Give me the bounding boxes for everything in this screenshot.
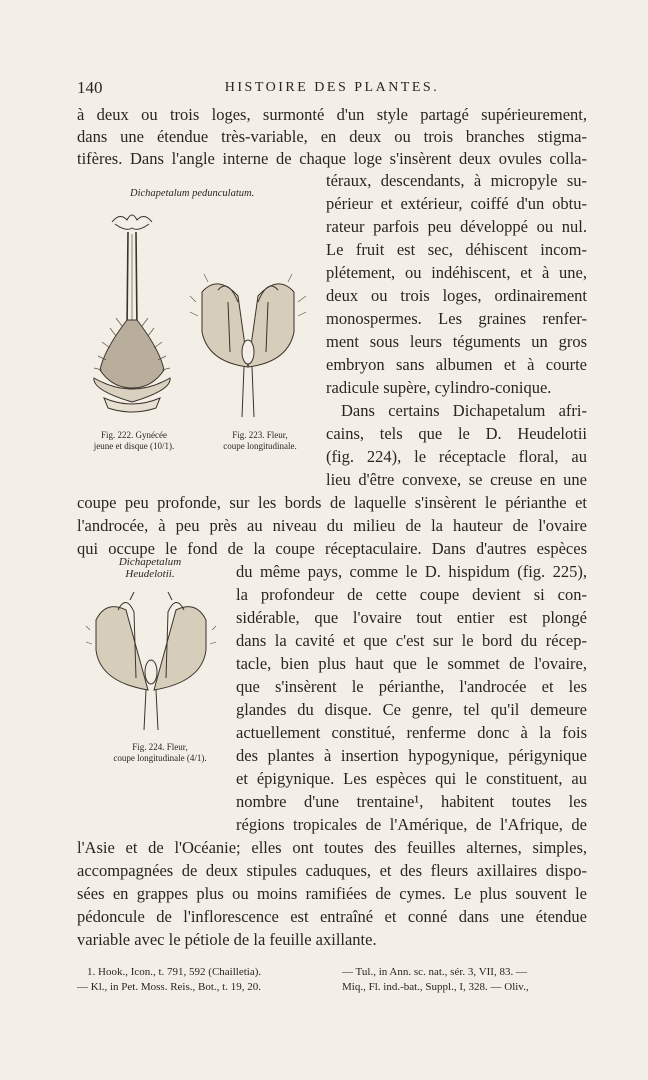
footnote-right-line1: — Tul., in Ann. sc. nat., sér. 3, VII, 83. —: [342, 966, 527, 978]
caption-fig-224: [100, 742, 220, 764]
body-line: sidérable, que l'ovaire tout entier est plongé: [236, 608, 587, 627]
running-title: HISTOIRE DES PLANTES.: [224, 80, 440, 95]
fig-title-line2: Heudelotii.: [125, 568, 175, 580]
body-line: Dans certains Dichapetalum afri-: [341, 401, 587, 420]
body-line: monospermes. Les graines renfer-: [326, 309, 587, 328]
figure-222-gynoecium-illustration: [82, 210, 182, 420]
body-line: plétement, ou indéhiscent, et à une,: [326, 263, 587, 282]
caption-222-line2: jeune et disque (10/1).: [93, 441, 175, 451]
caption-222-line1: Fig. 222. Gynécée: [101, 430, 167, 440]
body-line: accompagnées de deux stipules caduques, et des fleurs axillaires dispo-: [77, 861, 587, 880]
footnote-right-line2: Miq., Fl. ind.-bat., Suppl., I, 328. — Oliv.,: [342, 981, 529, 993]
footnote-left-line2: — Kl., in Pet. Moss. Reis., Bot., t. 19, 20.: [77, 981, 261, 993]
body-line: périeur et extérieur, coiffé d'un obtu-: [326, 194, 587, 213]
body-line: qui occupe le fond de la coupe réceptaculaire. Dans d'autres espèces: [77, 539, 587, 558]
fig-title-line1: Dichapetalum: [118, 556, 182, 568]
body-line: coupe peu profonde, sur les bords de laquelle s'insèrent le périanthe et: [77, 493, 587, 512]
body-line: variable avec le pétiole de la feuille axillante.: [77, 930, 377, 949]
body-line: deux ou trois loges, ordinairement: [326, 286, 587, 305]
body-line: à deux ou trois loges, surmonté d'un style partagé supérieurement,: [77, 105, 587, 124]
body-line: l'androcée, à peu près au niveau du milieu de la hauteur de l'ovaire: [77, 516, 587, 535]
body-line: glandes du disque. Ce genre, tel qu'il demeure: [236, 700, 587, 719]
body-line: la profondeur de cette coupe devient si con-: [236, 585, 587, 604]
caption-fig-222: [79, 430, 189, 452]
body-line: cains, tels que le D. Heudelotii: [326, 424, 587, 443]
figure-title-pedunculatum: Dichapetalum pedunculatum.: [130, 188, 255, 199]
figure-title-heudelotii: [100, 556, 200, 580]
footnote-left-line1: 1. Hook., Icon., t. 791, 592 (Chailletia).: [87, 966, 262, 978]
body-line: rateur parfois peu développé ou nul.: [326, 217, 587, 236]
body-line: téraux, descendants, à micropyle su-: [326, 171, 587, 190]
body-line: ment sous leurs téguments un gros: [326, 332, 587, 351]
body-line: tifères. Dans l'angle interne de chaque loge s'insèrent deux ovules colla-: [77, 149, 587, 168]
figure-223-flower-section-illustration: [188, 272, 308, 417]
body-line: pédoncule de l'inflorescence est entraîné et conné dans une étendue: [77, 907, 587, 926]
caption-224-line2: coupe longitudinale (4/1).: [113, 753, 207, 763]
body-line: l'Asie et de l'Océanie; elles ont toutes des feuilles alternes, simples,: [77, 838, 587, 857]
body-line: sées en grappes plus ou moins ramifiées de cymes. Le plus souvent le: [77, 884, 587, 903]
body-line: régions tropicales de l'Amérique, de l'Afrique, de: [236, 815, 587, 834]
body-line: que s'insèrent le périanthe, l'androcée et les: [236, 677, 587, 696]
body-line: radicule supère, cylindro-conique.: [326, 378, 552, 397]
caption-224-line1: Fig. 224. Fleur,: [132, 742, 188, 752]
body-line: dans la cavité et que c'est sur le bord du récep-: [236, 631, 587, 650]
body-line: dans une étendue très-variable, en deux ou trois branches stigma-: [77, 127, 587, 146]
body-line: (fig. 224), le réceptacle floral, au: [326, 447, 587, 466]
body-line: et épigynique. Les espèces qui le constituent, au: [236, 769, 587, 788]
caption-223-line2: coupe longitudinale.: [223, 441, 297, 451]
caption-fig-223: [205, 430, 315, 452]
body-line: actuellement constitué, renferme donc à la fois: [236, 723, 587, 742]
body-line: embryon sans albumen et à courte: [326, 355, 587, 374]
caption-223-line1: Fig. 223. Fleur,: [232, 430, 288, 440]
body-line: lieu d'être convexe, se creuse en une: [326, 470, 587, 489]
page-number: 140: [77, 78, 103, 97]
body-line: tacle, bien plus haut que le sommet de l'ovaire,: [236, 654, 587, 673]
body-line: du même pays, comme le D. hispidum (fig. 225),: [236, 562, 587, 581]
body-line: des plantes à insertion hypogynique, périgynique: [236, 746, 587, 765]
body-line: Le fruit est sec, déhiscent incom-: [326, 240, 587, 259]
page-header: [77, 78, 587, 100]
figure-224-flower-section-illustration: [86, 590, 216, 730]
body-line: nombre d'une trentaine¹, habitent toutes les: [236, 792, 587, 811]
